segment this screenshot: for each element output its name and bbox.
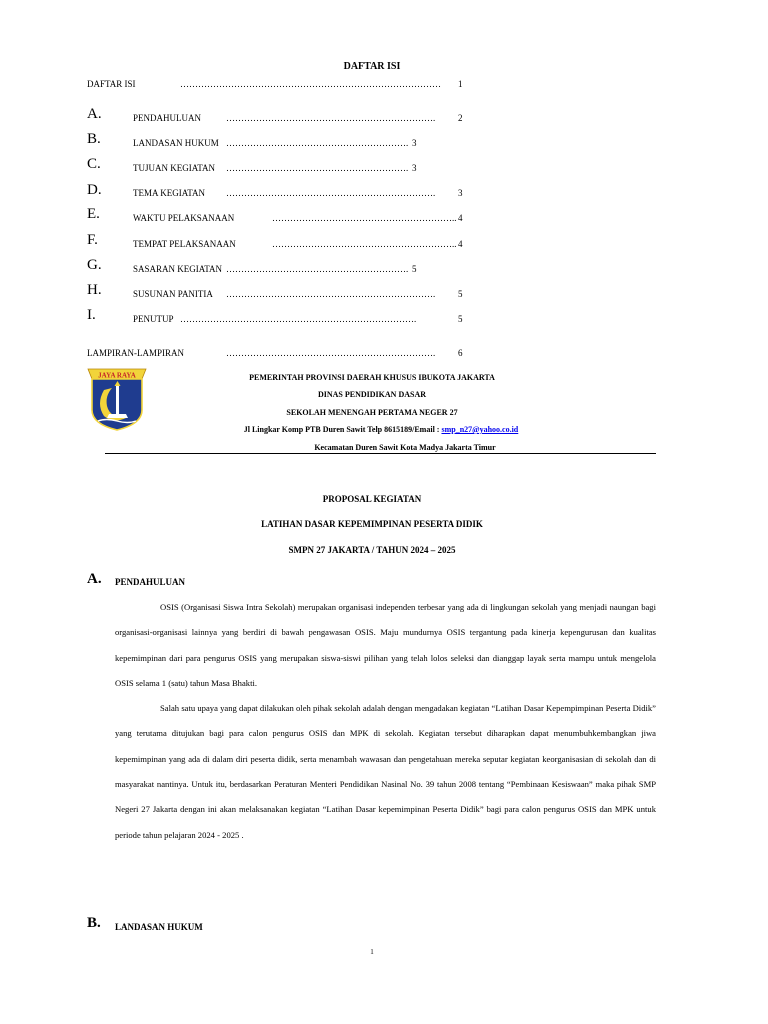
toc-item-dots: …………………………………………………….	[226, 138, 409, 148]
letterhead-address	[0, 425, 762, 434]
proposal-subtitle: LATIHAN DASAR KEPEMIMPINAN PESERTA DIDIK	[261, 519, 483, 529]
toc-item-label: TUJUAN KEGIATAN	[133, 163, 216, 173]
letterhead-address-text: Jl Lingkar Komp PTB Duren Sawit Telp 8615189/Email :	[243, 425, 442, 434]
toc-entry-label: DAFTAR ISI	[87, 79, 136, 89]
toc-entry-page: 1	[458, 79, 463, 89]
section-a-paragraph: Salah satu upaya yang dapat dilakukan oleh pihak sekolah adalah dengan mengadakan kegiatan “Latihan Dasar Kepempimpinan Peserta Didik” yang terutama ditujukan bagi para calon pengurus OSIS dan MPK di sekolah. Kegiatan tersebut diharapkan dapat menumbuhkembangkan jiwa kepemimpinan yang ada di dalam diri peserta didik, serta menambah wawasan dan pengetahuan mereka seputar kegiatan keorganisasian di sekolah dan di masyarakat nantinya. Untuk itu, berdasarkan Peraturan Menteri Pendidikan Nasinal No. 39 tahun 2008 tentang “Pembinaan Kesiswaan” maka pihak SMP Negeri 27 Jakarta dengan ini akan melaksanakan kegiatan “Latihan Dasar kepemimpinan Peserta Didik” bagi para calon pengurus OSIS dan MPK untuk periode tahun pelajaran 2024 - 2025 .	[115, 703, 656, 840]
toc-appendix-label: LAMPIRAN-LAMPIRAN	[87, 348, 185, 358]
letterhead-school: SEKOLAH MENENGAH PERTAMA NEGER 27	[286, 408, 458, 417]
toc-item-label: TEMA KEGIATAN	[133, 188, 206, 198]
toc-item-page: 5	[458, 289, 463, 299]
toc-appendix-page: 6	[458, 348, 463, 358]
toc-item-dots: ……………………………………………………..	[272, 213, 457, 223]
toc-item-letter: H.	[87, 282, 102, 298]
toc-item-label: PENDAHULUAN	[133, 113, 201, 123]
toc-item-label: SASARAN KEGIATAN	[133, 264, 223, 274]
section-a-body	[115, 595, 656, 848]
toc-item-page: 5	[458, 314, 463, 324]
toc-item-label: WAKTU PELAKSANAAN	[133, 213, 235, 223]
toc-item-page: 3	[458, 188, 463, 198]
page-number: 1	[370, 948, 374, 956]
logo-motto: JAYA RAYA	[98, 371, 136, 380]
toc-item-letter: F.	[87, 232, 98, 248]
letterhead-district: Kecamatan Duren Sawit Kota Madya Jakarta Timur	[314, 443, 496, 452]
toc-entry-dots: ……………………………………………………………………………	[180, 79, 441, 89]
toc-item-dots: …………………………………………………………….	[226, 289, 436, 299]
toc-item-letter: B.	[87, 131, 101, 147]
toc-item-letter: C.	[87, 156, 101, 172]
toc-item-dots: …………………………………………………………….	[226, 113, 436, 123]
toc-item-page: 3	[412, 138, 417, 148]
toc-item-label: LANDASAN HUKUM	[133, 138, 219, 148]
letterhead-department: DINAS PENDIDIKAN DASAR	[317, 390, 426, 399]
proposal-title: PROPOSAL KEGIATAN	[322, 494, 422, 504]
toc-item-dots: …………………………………………………………………….	[180, 314, 417, 324]
toc-item-letter: A.	[87, 106, 102, 122]
section-b-letter: B.	[87, 915, 101, 931]
toc-item-letter: E.	[87, 206, 100, 222]
toc-item-page: 2	[458, 113, 463, 123]
letterhead-divider	[105, 453, 656, 454]
email-link[interactable]: smp_n27@yahoo.co.id	[441, 425, 519, 434]
toc-item-letter: I.	[87, 307, 96, 323]
toc-title: DAFTAR ISI	[343, 61, 401, 72]
toc-item-letter: D.	[87, 182, 102, 198]
toc-item-dots: …………………………………………………….	[226, 163, 409, 173]
section-b-title: LANDASAN HUKUM	[115, 922, 203, 932]
toc-item-page: 3	[412, 163, 417, 173]
section-a-title: PENDAHULUAN	[115, 577, 186, 587]
toc-item-dots: ……………………………………………………..	[272, 239, 457, 249]
letterhead-government: PEMERINTAH PROVINSI DAERAH KHUSUS IBUKOTA JAKARTA	[249, 373, 495, 382]
toc-item-label: TEMPAT PELAKSANAAN	[133, 239, 236, 249]
toc-item-dots: …………………………………………………………….	[226, 188, 436, 198]
toc-appendix-dots: …………………………………………………………….	[226, 348, 436, 358]
toc-item-dots: …………………………………………………….	[226, 264, 409, 274]
toc-item-page: 4	[458, 213, 463, 223]
proposal-school-year: SMPN 27 JAKARTA / TAHUN 2024 – 2025	[288, 545, 456, 555]
toc-item-letter: G.	[87, 257, 102, 273]
toc-item-page: 5	[412, 264, 417, 274]
toc-item-page: 4	[458, 239, 463, 249]
toc-item-label: SUSUNAN PANITIA	[133, 289, 213, 299]
section-a-paragraph: OSIS (Organisasi Siswa Intra Sekolah) merupakan organisasi independen terbesar yang ada di lingkungan sekolah yang menjadi naungan bagi organisasi-organisasi lainnya yang berdiri di bawah pengawasan OSIS. Maju mundurnya OSIS tergantung pada kinerja kepengurusan dan kualitas kepemimpinan dari para pengurus OSIS yang merupakan siswa-siswi pilihan yang telah lolos seleksi dan dianggap layak serta mampu untuk mengelola OSIS selama 1 (satu) tahun Masa Bhakti.	[115, 602, 656, 688]
toc-item-label: PENUTUP	[133, 314, 174, 324]
section-a-letter: A.	[87, 571, 102, 587]
